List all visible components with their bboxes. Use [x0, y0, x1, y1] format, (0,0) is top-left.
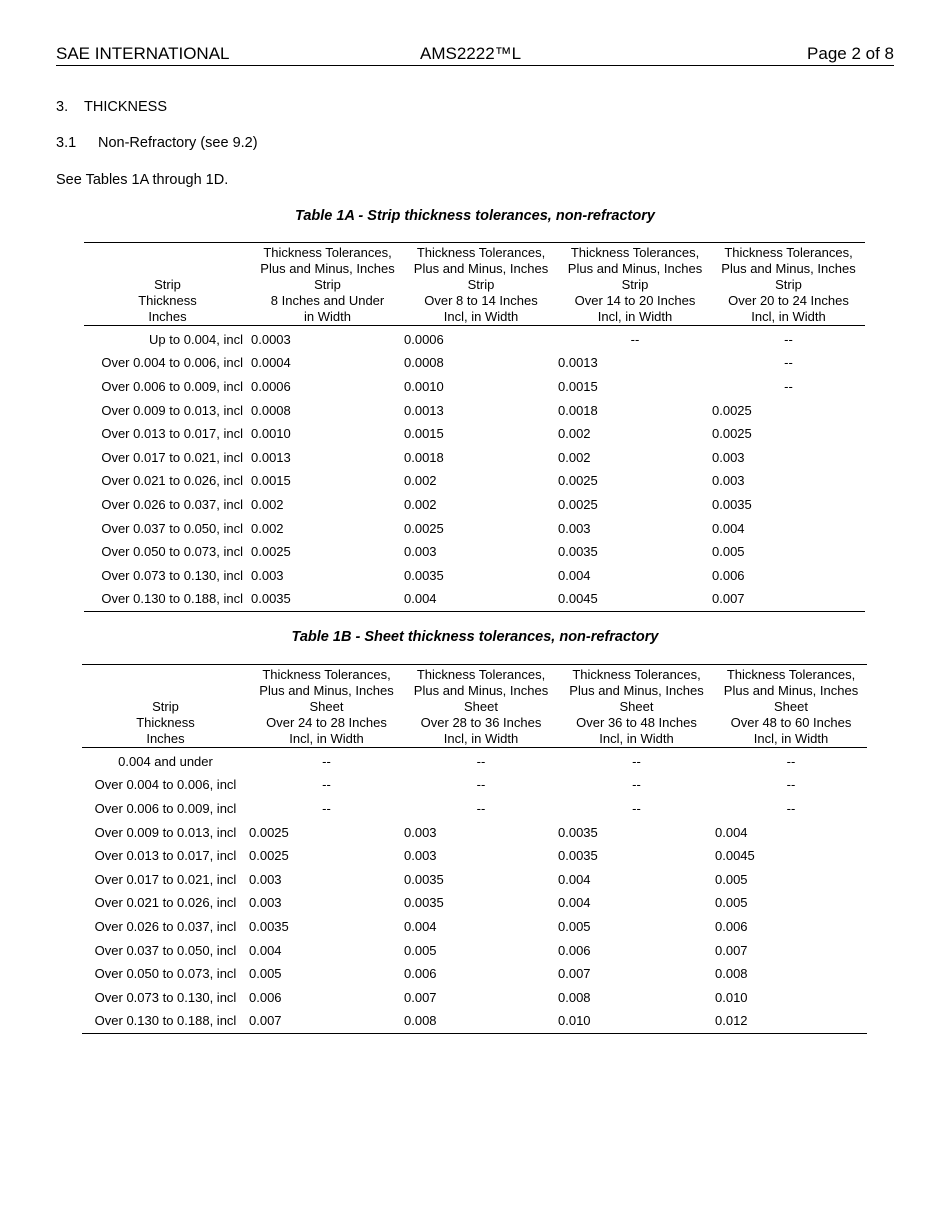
table-row: [84, 399, 865, 423]
header-line: Incl, in Width: [753, 731, 829, 746]
tolerance-cell: 0.012: [715, 1013, 748, 1029]
table-row: [84, 352, 865, 376]
tolerance-cell: 0.0025: [251, 544, 291, 560]
section-3-heading: [56, 98, 167, 116]
thickness-range-cell: Over 0.073 to 0.130, incl: [94, 989, 237, 1005]
tolerance-cell: --: [784, 378, 793, 394]
header-line: Over 24 to 28 Inches: [266, 715, 387, 730]
tolerance-cell: 0.0035: [558, 544, 598, 560]
tolerance-cell: 0.0025: [712, 426, 752, 442]
tolerance-cell: 0.008: [715, 966, 748, 982]
tolerance-cell: 0.003: [404, 848, 437, 864]
header-line: Over 36 to 48 Inches: [576, 715, 697, 730]
table-row: [84, 470, 865, 494]
section-title: THICKNESS: [84, 99, 167, 115]
tolerance-cell: 0.0008: [404, 355, 444, 371]
section-title: Non-Refractory (see 9.2): [98, 135, 258, 151]
tolerance-cell: 0.0025: [249, 848, 289, 864]
table-row: [82, 774, 867, 798]
tolerance-cell: 0.002: [558, 426, 591, 442]
tolerance-cell: 0.007: [558, 966, 591, 982]
table-row: [82, 892, 867, 916]
header-line: Plus and Minus, Inches: [413, 683, 549, 698]
header-line: Over 20 to 24 Inches: [728, 293, 849, 308]
tolerance-cell: 0.003: [251, 567, 284, 583]
tolerance-cell: 0.005: [404, 942, 437, 958]
tolerance-cell: 0.0035: [404, 567, 444, 583]
section-number: 3.1: [56, 135, 77, 151]
tolerance-cell: 0.0035: [404, 871, 444, 887]
tolerance-cell: 0.002: [558, 449, 591, 465]
tolerance-cell: 0.004: [558, 871, 591, 887]
header-line: Sheet: [464, 699, 498, 714]
thickness-range-cell: Over 0.017 to 0.021, incl: [94, 871, 237, 887]
thickness-range-cell: 0.004 and under: [118, 753, 213, 769]
page-header: [56, 44, 894, 66]
tolerance-cell: 0.005: [715, 871, 748, 887]
tolerance-cell: 0.003: [558, 520, 591, 536]
tolerance-cell: 0.004: [558, 895, 591, 911]
table-row: [84, 588, 865, 612]
thickness-range-cell: Over 0.037 to 0.050, incl: [101, 520, 243, 536]
table-row: [84, 540, 865, 564]
table-row: [84, 517, 865, 541]
section-number: 3.: [56, 99, 69, 115]
header-line: Sheet: [774, 699, 808, 714]
header-line: Incl, in Width: [599, 731, 674, 746]
header-line: Strip: [775, 277, 802, 292]
header-line: in Width: [304, 309, 351, 324]
tolerance-cell: 0.0010: [251, 426, 291, 442]
header-line: Sheet: [619, 699, 654, 714]
tolerance-cell: 0.0035: [558, 848, 598, 864]
header-row: [84, 243, 865, 326]
see-tables-note: See Tables 1A through 1D.: [56, 172, 229, 188]
table-row: [82, 748, 867, 774]
tolerance-cell: --: [476, 753, 486, 769]
tolerance-cell: 0.0035: [404, 895, 444, 911]
header-line: Strip: [621, 277, 649, 292]
tolerance-cell: 0.0015: [558, 378, 598, 394]
header-line: Incl, in Width: [597, 309, 673, 324]
tolerance-cell: 0.010: [558, 1013, 591, 1029]
tolerance-cell: 0.003: [249, 895, 282, 911]
header-line: Plus and Minus, Inches: [721, 261, 856, 276]
tolerance-cell: 0.003: [249, 871, 282, 887]
tolerance-cell: 0.006: [558, 942, 591, 958]
table-row: [82, 868, 867, 892]
header-row: [82, 665, 867, 748]
tolerance-cell: 0.007: [715, 942, 748, 958]
tolerance-cell: --: [322, 800, 331, 816]
tolerance-cell: --: [784, 331, 793, 347]
header-line: Thickness Tolerances,: [572, 667, 701, 682]
header-line: Thickness: [136, 715, 195, 730]
table-1a: [84, 242, 865, 612]
tolerance-cell: 0.0008: [251, 402, 291, 418]
tolerance-cell: 0.005: [249, 966, 282, 982]
table-row: [84, 493, 865, 517]
document-number: AMS2222™L: [420, 44, 522, 63]
thickness-range-cell: Over 0.017 to 0.021, incl: [101, 449, 243, 465]
tolerance-cell: 0.004: [712, 520, 745, 536]
thickness-range-cell: Over 0.009 to 0.013, incl: [101, 402, 243, 418]
column-header-tolerance: [404, 243, 558, 326]
thickness-range-cell: Over 0.013 to 0.017, incl: [101, 426, 243, 442]
column-header-thickness: [82, 665, 249, 748]
tolerance-cell: 0.005: [558, 918, 591, 934]
table-1b: [82, 664, 867, 1034]
thickness-range-cell: Over 0.013 to 0.017, incl: [94, 848, 237, 864]
header-line: Thickness Tolerances,: [570, 245, 700, 260]
thickness-range-cell: Over 0.037 to 0.050, incl: [94, 942, 237, 958]
thickness-range-cell: Over 0.006 to 0.009, incl: [94, 800, 237, 816]
tolerance-cell: --: [784, 355, 793, 371]
tolerance-cell: 0.006: [404, 966, 437, 982]
table-1b-caption: Table 1B - Sheet thickness tolerances, non-refractory: [291, 629, 659, 645]
thickness-range-cell: Over 0.021 to 0.026, incl: [94, 895, 237, 911]
tolerance-cell: 0.007: [712, 591, 745, 607]
header-line: Over 28 to 36 Inches: [420, 715, 542, 730]
header-line: Strip: [152, 699, 179, 714]
thickness-range-cell: Over 0.130 to 0.188, incl: [94, 1013, 237, 1029]
table-row: [82, 821, 867, 845]
tolerance-cell: 0.0045: [715, 848, 755, 864]
thickness-range-cell: Over 0.050 to 0.073, incl: [94, 966, 237, 982]
header-line: Strip: [467, 277, 495, 292]
column-header-tolerance: [404, 665, 558, 748]
tolerance-cell: 0.0025: [404, 520, 444, 536]
tolerance-cell: 0.006: [712, 567, 745, 583]
tolerance-cell: 0.004: [404, 918, 437, 934]
column-header-tolerance: [712, 243, 865, 326]
tolerance-cell: --: [632, 800, 641, 816]
header-line: Thickness: [138, 293, 197, 308]
tolerance-cell: 0.005: [712, 544, 745, 560]
tolerance-cell: 0.002: [251, 496, 284, 512]
page-number: Page 2 of 8: [807, 44, 894, 63]
header-line: Over 8 to 14 Inches: [424, 293, 538, 308]
tolerance-cell: 0.002: [251, 520, 284, 536]
tolerance-cell: 0.004: [715, 824, 748, 840]
header-line: Plus and Minus, Inches: [260, 261, 395, 276]
header-line: Plus and Minus, Inches: [413, 261, 549, 276]
tolerance-cell: 0.008: [558, 989, 591, 1005]
header-line: Thickness Tolerances,: [262, 667, 391, 682]
thickness-range-cell: Over 0.073 to 0.130, incl: [101, 567, 243, 583]
header-line: Strip: [154, 277, 181, 292]
column-header-tolerance: [715, 665, 867, 748]
thickness-range-cell: Up to 0.004, incl: [149, 331, 243, 347]
tolerance-cell: 0.0025: [249, 824, 289, 840]
tolerance-cell: 0.004: [558, 567, 591, 583]
tolerance-cell: 0.0025: [558, 496, 598, 512]
tolerance-cell: 0.002: [404, 496, 437, 512]
thickness-range-cell: Over 0.004 to 0.006, incl: [94, 777, 237, 793]
table-row: [82, 844, 867, 868]
header-line: Thickness Tolerances,: [263, 245, 392, 260]
thickness-range-cell: Over 0.026 to 0.037, incl: [101, 496, 243, 512]
tolerance-cell: --: [476, 800, 486, 816]
tolerance-cell: 0.002: [404, 473, 437, 489]
tolerance-cell: --: [632, 777, 641, 793]
header-line: Thickness Tolerances,: [416, 245, 546, 260]
tolerance-cell: 0.0025: [712, 402, 752, 418]
header-line: Inches: [148, 309, 187, 324]
tolerance-cell: 0.0003: [251, 331, 291, 347]
tolerance-cell: 0.0015: [251, 473, 291, 489]
tolerance-cell: 0.003: [712, 473, 745, 489]
section-3-1-heading: [56, 134, 258, 152]
tolerance-cell: 0.0013: [558, 355, 598, 371]
tolerance-cell: --: [476, 777, 486, 793]
column-header-tolerance: [558, 665, 715, 748]
table-row: [84, 564, 865, 588]
header-line: Plus and Minus, Inches: [723, 683, 859, 698]
column-header-tolerance: [558, 243, 712, 326]
thickness-range-cell: Over 0.130 to 0.188, incl: [101, 591, 243, 607]
table-row: [82, 1010, 867, 1034]
tolerance-cell: 0.0018: [558, 402, 598, 418]
tolerance-cell: 0.0018: [404, 449, 444, 465]
tolerance-cell: 0.0035: [251, 591, 291, 607]
tolerance-cell: 0.007: [404, 989, 437, 1005]
tolerance-cell: 0.003: [404, 824, 437, 840]
header-line: Plus and Minus, Inches: [259, 683, 394, 698]
header-line: Incl, in Width: [289, 731, 364, 746]
tolerance-cell: 0.0035: [712, 496, 752, 512]
header-line: Thickness Tolerances,: [416, 667, 546, 682]
thickness-range-cell: Over 0.004 to 0.006, incl: [101, 355, 243, 371]
tolerance-cell: --: [322, 777, 331, 793]
tolerance-cell: 0.0025: [558, 473, 598, 489]
tolerance-cell: 0.006: [249, 989, 282, 1005]
tolerance-cell: 0.008: [404, 1013, 437, 1029]
table-row: [82, 986, 867, 1010]
tolerance-cell: 0.0004: [251, 355, 291, 371]
table-row: [84, 326, 865, 352]
table-row: [84, 422, 865, 446]
table-row: [82, 939, 867, 963]
tolerance-cell: 0.003: [404, 544, 437, 560]
header-line: Over 14 to 20 Inches: [574, 293, 696, 308]
tolerance-cell: 0.004: [404, 591, 437, 607]
tolerance-cell: 0.0006: [404, 331, 444, 347]
tolerance-cell: --: [786, 800, 796, 816]
column-header-tolerance: [249, 665, 404, 748]
tolerance-cell: --: [786, 753, 796, 769]
thickness-range-cell: Over 0.021 to 0.026, incl: [101, 473, 243, 489]
tolerance-cell: --: [786, 777, 796, 793]
table-row: [82, 797, 867, 821]
tolerance-cell: 0.0045: [558, 591, 598, 607]
column-header-tolerance: [251, 243, 404, 326]
table-row: [82, 915, 867, 939]
publisher-name: SAE INTERNATIONAL: [56, 44, 230, 63]
header-line: Plus and Minus, Inches: [567, 261, 703, 276]
column-header-thickness: [84, 243, 251, 326]
thickness-range-cell: Over 0.026 to 0.037, incl: [94, 918, 237, 934]
table-row: [84, 375, 865, 399]
tolerance-cell: --: [630, 331, 640, 347]
tolerance-cell: 0.006: [715, 918, 748, 934]
header-line: Over 48 to 60 Inches: [730, 715, 852, 730]
table-row: [84, 446, 865, 470]
tolerance-cell: --: [322, 753, 331, 769]
tolerance-cell: 0.004: [249, 942, 282, 958]
thickness-range-cell: Over 0.050 to 0.073, incl: [101, 544, 243, 560]
header-line: Thickness Tolerances,: [726, 667, 856, 682]
table-row: [82, 962, 867, 986]
tolerance-cell: 0.0035: [558, 824, 598, 840]
thickness-range-cell: Over 0.006 to 0.009, incl: [101, 378, 243, 394]
tolerance-cell: 0.0010: [404, 378, 444, 394]
tolerance-cell: 0.003: [712, 449, 745, 465]
tolerance-cell: 0.0006: [251, 378, 291, 394]
header-line: Incl, in Width: [443, 731, 519, 746]
header-line: Strip: [314, 277, 341, 292]
table-1a-caption: Table 1A - Strip thickness tolerances, non-refractory: [295, 208, 655, 224]
tolerance-cell: 0.0013: [251, 449, 291, 465]
header-line: Thickness Tolerances,: [724, 245, 853, 260]
header-line: Sheet: [309, 699, 344, 714]
tolerance-cell: 0.005: [715, 895, 748, 911]
header-line: 8 Inches and Under: [270, 293, 385, 308]
header-line: Incl, in Width: [443, 309, 519, 324]
tolerance-cell: 0.010: [715, 989, 748, 1005]
thickness-range-cell: Over 0.009 to 0.013, incl: [94, 824, 237, 840]
tolerance-cell: 0.0013: [404, 402, 444, 418]
header-line: Plus and Minus, Inches: [569, 683, 704, 698]
tolerance-cell: 0.007: [249, 1013, 282, 1029]
tolerance-cell: 0.0015: [404, 426, 444, 442]
header-line: Incl, in Width: [751, 309, 826, 324]
tolerance-cell: 0.0035: [249, 918, 289, 934]
tolerance-cell: --: [632, 753, 641, 769]
header-line: Inches: [146, 731, 185, 746]
